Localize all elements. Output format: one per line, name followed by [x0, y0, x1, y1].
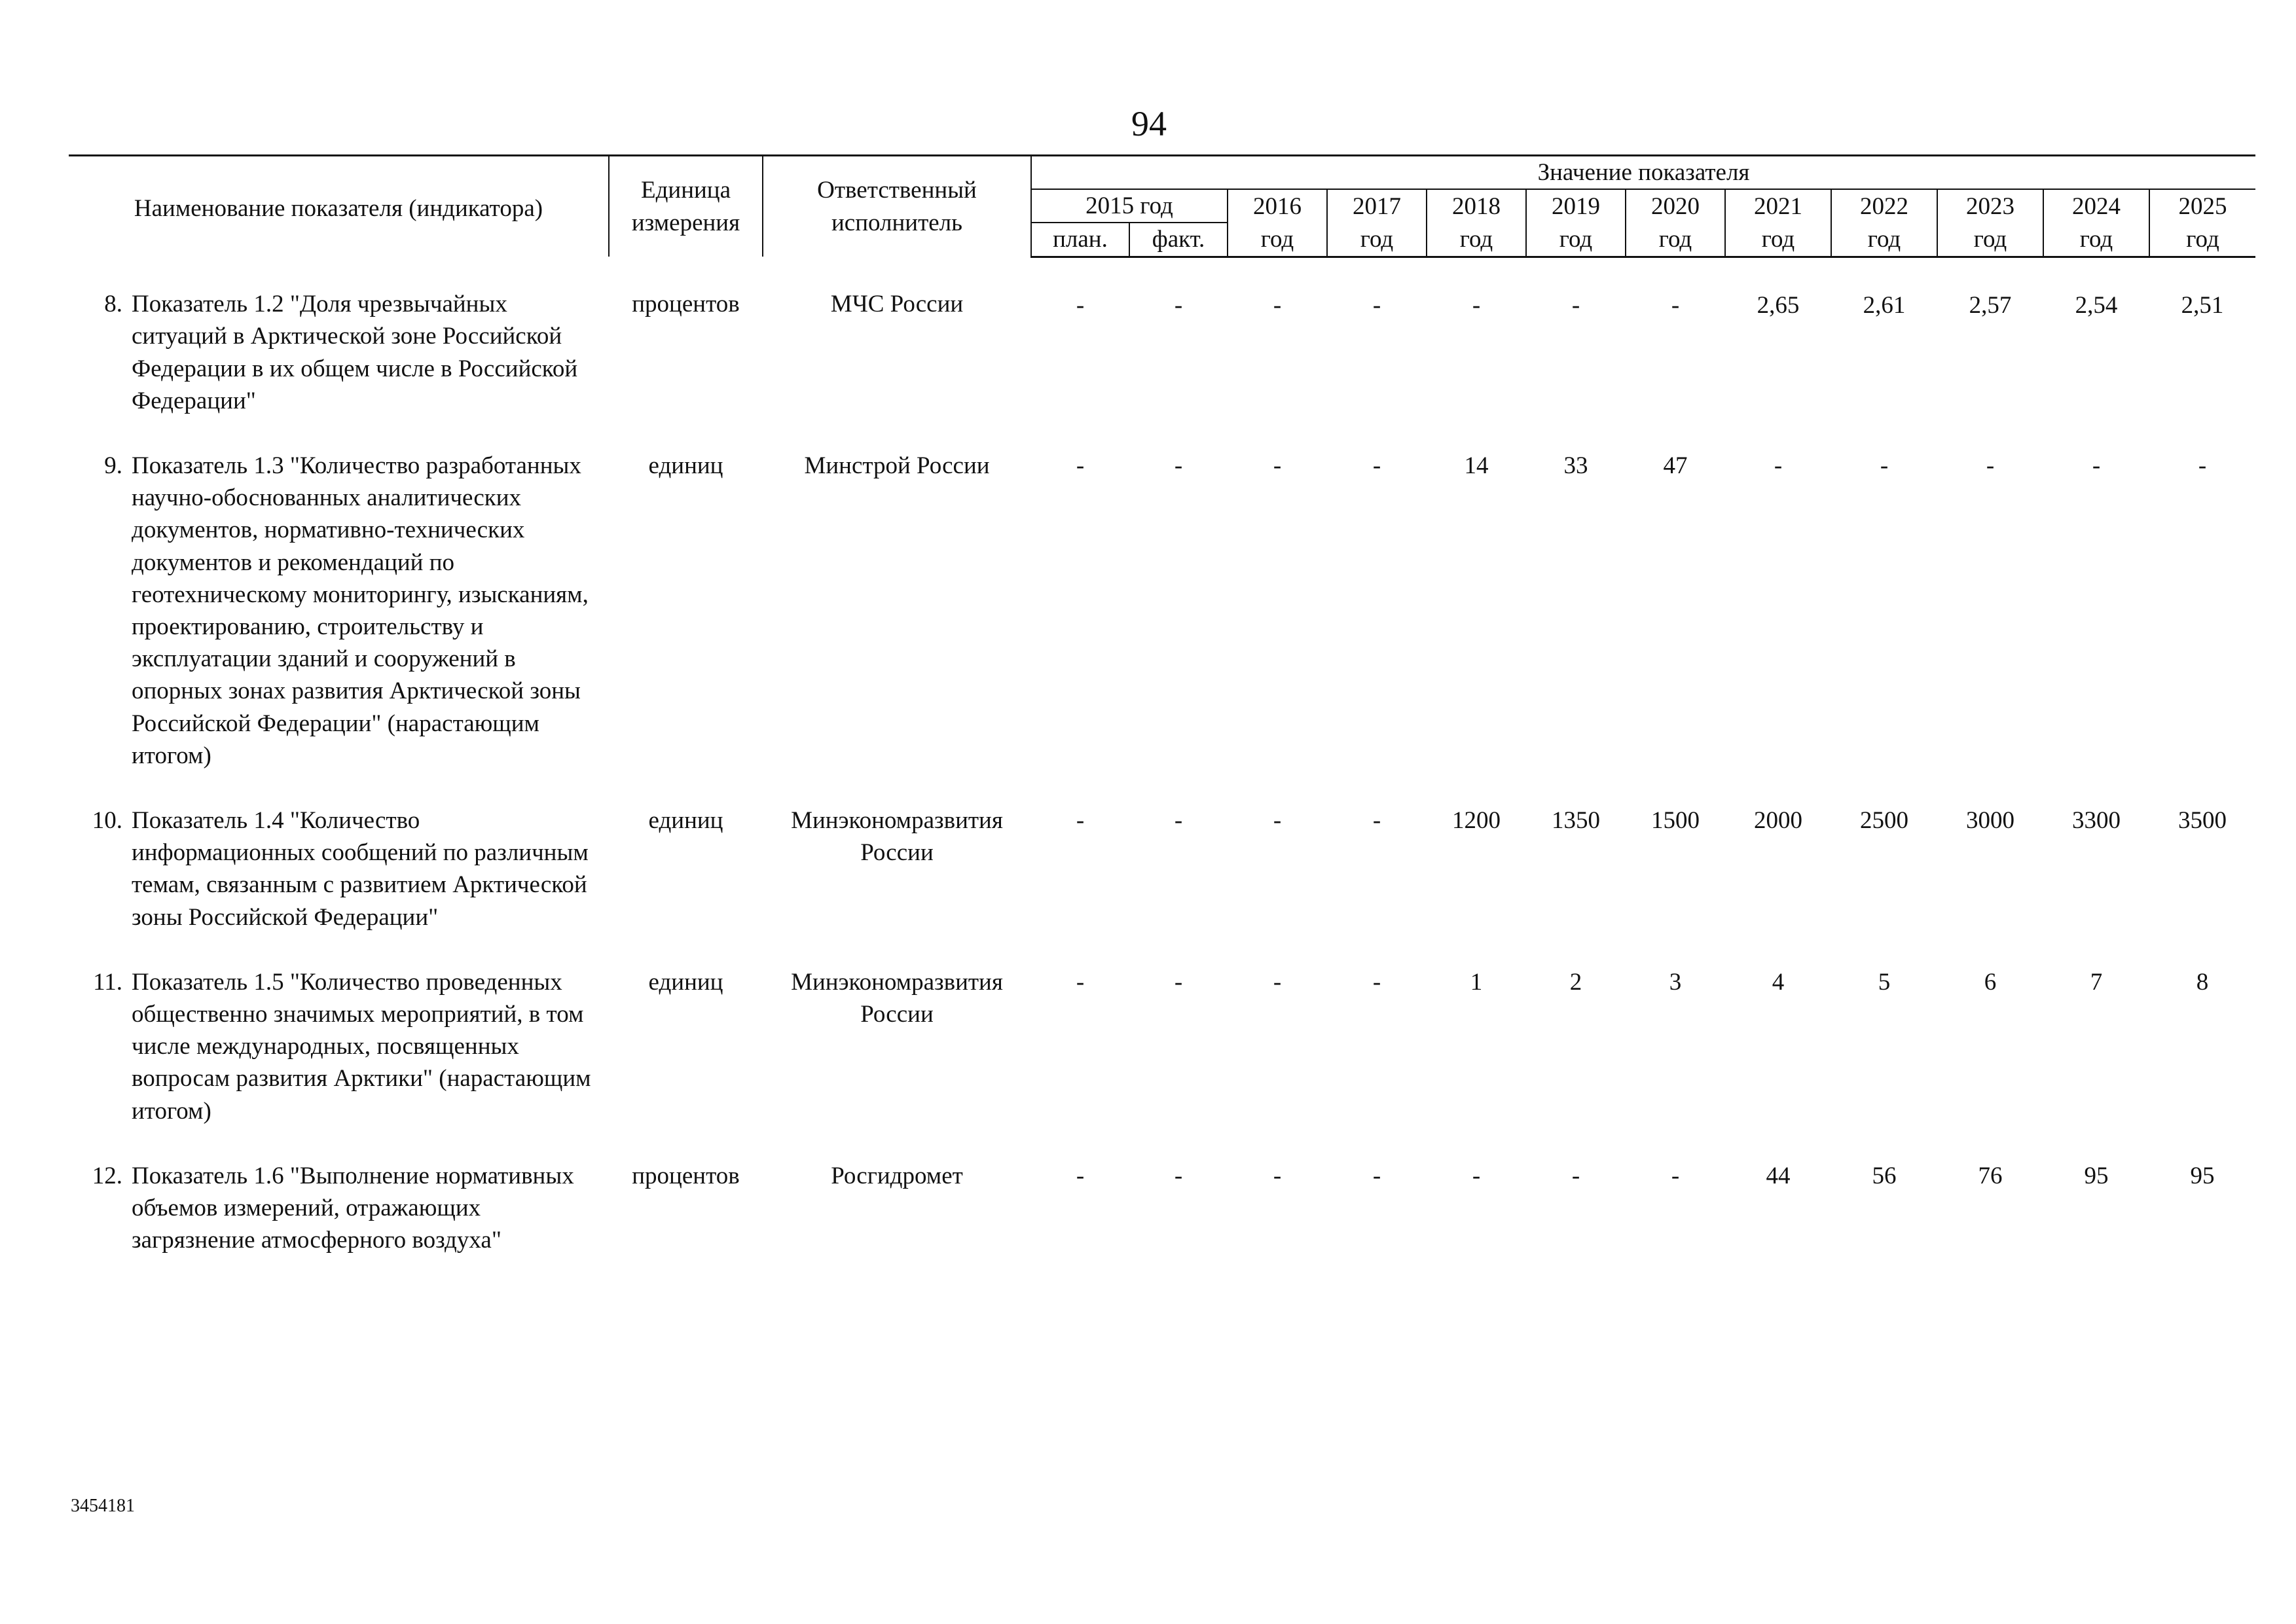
executor-cell: МЧС России	[830, 291, 964, 318]
value-cell: -	[1076, 1162, 1085, 1189]
value-cell: 2,54	[2075, 291, 2118, 319]
header-year-suffix: год	[1831, 223, 1937, 257]
header-year-2015: 2015 год	[1031, 189, 1228, 223]
indicators-table	[69, 154, 2255, 1256]
value-cell: -	[1774, 452, 1783, 479]
value-cell: 44	[1766, 1162, 1791, 1189]
header-value-group: Значение показателя	[1031, 156, 2255, 190]
value-cell: 76	[1978, 1162, 2003, 1189]
header-year-suffix: год	[2149, 223, 2255, 257]
value-cell: -	[1076, 291, 1085, 319]
value-cell: -	[1372, 291, 1381, 319]
value-cell: 7	[2090, 968, 2103, 996]
value-cell: -	[1174, 968, 1183, 996]
indicator-cell	[69, 933, 609, 1127]
executor-cell: Росгидромет	[831, 1162, 963, 1189]
header-year-2022: 2022	[1831, 189, 1937, 223]
header-executor: Ответственный исполнитель	[763, 156, 1031, 257]
header-year-suffix: год	[2043, 223, 2149, 257]
executor-cell: Минэкономразвития России	[791, 806, 1003, 867]
value-cell: 2	[1569, 968, 1582, 996]
unit-cell: единиц	[648, 806, 723, 834]
value-cell: -	[1571, 1162, 1580, 1189]
value-cell: 1200	[1452, 806, 1501, 834]
indicator-name: Показатель 1.6 "Выполнение нормативных объемов измерений, отражающих загрязнение атмосферного воздуха"	[132, 1162, 574, 1254]
value-cell: 2,61	[1863, 291, 1906, 319]
value-cell: 6	[1984, 968, 1997, 996]
value-cell: -	[1273, 968, 1282, 996]
value-cell: -	[1174, 291, 1183, 319]
value-cell: -	[1372, 806, 1381, 834]
indicator-cell	[69, 1127, 609, 1257]
value-cell: -	[1880, 452, 1889, 479]
header-year-suffix: год	[1526, 223, 1626, 257]
value-cell: -	[1472, 291, 1481, 319]
executor-cell: Минэкономразвития России	[791, 968, 1003, 1028]
header-year-2024: 2024	[2043, 189, 2149, 223]
row-number: 9.	[104, 452, 122, 479]
value-cell: 2,57	[1969, 291, 2012, 319]
value-cell: 1	[1470, 968, 1483, 996]
indicator-cell	[69, 417, 609, 772]
value-cell: 1350	[1552, 806, 1600, 834]
header-unit: Единица измерения	[609, 156, 763, 257]
value-cell: 95	[2190, 1162, 2215, 1189]
header-year-suffix: год	[1228, 223, 1327, 257]
value-cell: -	[1273, 1162, 1282, 1189]
row-number: 8.	[104, 291, 122, 318]
value-cell: -	[1174, 806, 1183, 834]
row-number: 10.	[92, 806, 122, 834]
value-cell: -	[1986, 452, 1995, 479]
unit-cell: процентов	[632, 291, 740, 318]
table-row	[69, 933, 2255, 1127]
value-cell: 33	[1563, 452, 1588, 479]
row-number: 12.	[92, 1162, 122, 1189]
value-cell: -	[1273, 806, 1282, 834]
indicator-name: Показатель 1.4 "Количество информационных сообщений по различным темам, связанным с развитием Арктической зоны Российской Федерации"	[132, 806, 589, 931]
value-cell: 3300	[2072, 806, 2121, 834]
value-cell: 1500	[1651, 806, 1700, 834]
value-cell: -	[2092, 452, 2101, 479]
value-cell: -	[1273, 452, 1282, 479]
indicator-name: Показатель 1.3 "Количество разработанных научно-обоснованных аналитических документов, нормативно-технических документов и рекомендаций по геотехническому мониторингу, изысканиям, проектированию, строительству и эксплуатации зданий и сооружений в опорных зонах развития Арктической зоны Российской Федерации" (нарастающим итогом)	[132, 452, 589, 769]
row-number: 11.	[93, 968, 122, 996]
header-plan: план.	[1031, 223, 1129, 257]
header-year-2018: 2018	[1427, 189, 1526, 223]
page-number: 94	[1131, 104, 1167, 143]
unit-cell: единиц	[648, 968, 723, 996]
value-cell: -	[1076, 452, 1085, 479]
value-cell: -	[1671, 1162, 1680, 1189]
header-year-2021: 2021	[1725, 189, 1831, 223]
value-cell: -	[1372, 968, 1381, 996]
unit-cell: единиц	[648, 452, 723, 479]
value-cell: -	[1076, 968, 1085, 996]
value-cell: 3000	[1966, 806, 2014, 834]
indicator-name: Показатель 1.2 "Доля чрезвычайных ситуаций в Арктической зоне Российской Федерации в их общем числе в Российской Федерации"	[132, 291, 578, 414]
header-year-2019: 2019	[1526, 189, 1626, 223]
table-header	[69, 156, 2255, 257]
header-fact: факт.	[1129, 223, 1228, 257]
value-cell: 2500	[1860, 806, 1908, 834]
value-cell: 47	[1663, 452, 1688, 479]
table-row	[69, 417, 2255, 772]
value-cell: 4	[1772, 968, 1785, 996]
value-cell: -	[1076, 806, 1085, 834]
header-year-2023: 2023	[1937, 189, 2043, 223]
value-cell: -	[1273, 291, 1282, 319]
header-year-2025: 2025	[2149, 189, 2255, 223]
header-year-suffix: год	[1427, 223, 1526, 257]
value-cell: 2000	[1754, 806, 1802, 834]
value-cell: 5	[1878, 968, 1891, 996]
table-row	[69, 1127, 2255, 1257]
header-year-suffix: год	[1725, 223, 1831, 257]
value-cell: -	[1174, 1162, 1183, 1189]
value-cell: 3	[1669, 968, 1682, 996]
value-cell: -	[1372, 1162, 1381, 1189]
value-cell: -	[1671, 291, 1680, 319]
value-cell: 2,51	[2181, 291, 2224, 319]
table-row	[69, 772, 2255, 933]
table-row	[69, 257, 2255, 417]
value-cell: 95	[2084, 1162, 2109, 1189]
document-code: 3454181	[71, 1496, 135, 1516]
value-cell: -	[1174, 452, 1183, 479]
value-cell: 2,65	[1757, 291, 1800, 319]
value-cell: -	[1571, 291, 1580, 319]
value-cell: -	[2198, 452, 2207, 479]
value-cell: -	[1472, 1162, 1481, 1189]
header-year-suffix: год	[1937, 223, 2043, 257]
value-cell: 3500	[2178, 806, 2227, 834]
indicator-name: Показатель 1.5 "Количество проведенных общественно значимых мероприятий, в том числе международных, посвященных вопросам развития Арктики" (нарастающим итогом)	[132, 968, 591, 1125]
header-year-suffix: год	[1327, 223, 1427, 257]
header-year-2020: 2020	[1626, 189, 1725, 223]
indicator-cell	[69, 772, 609, 933]
header-name: Наименование показателя (индикатора)	[69, 156, 609, 257]
header-year-2016: 2016	[1228, 189, 1327, 223]
value-cell: 8	[2196, 968, 2209, 996]
value-cell: 14	[1464, 452, 1489, 479]
header-year-suffix: год	[1626, 223, 1725, 257]
header-year-2017: 2017	[1327, 189, 1427, 223]
executor-cell: Минстрой России	[804, 452, 990, 479]
value-cell: 56	[1872, 1162, 1897, 1189]
value-cell: -	[1372, 452, 1381, 479]
table-body	[69, 257, 2255, 1256]
unit-cell: процентов	[632, 1162, 740, 1189]
indicator-cell	[69, 257, 609, 417]
